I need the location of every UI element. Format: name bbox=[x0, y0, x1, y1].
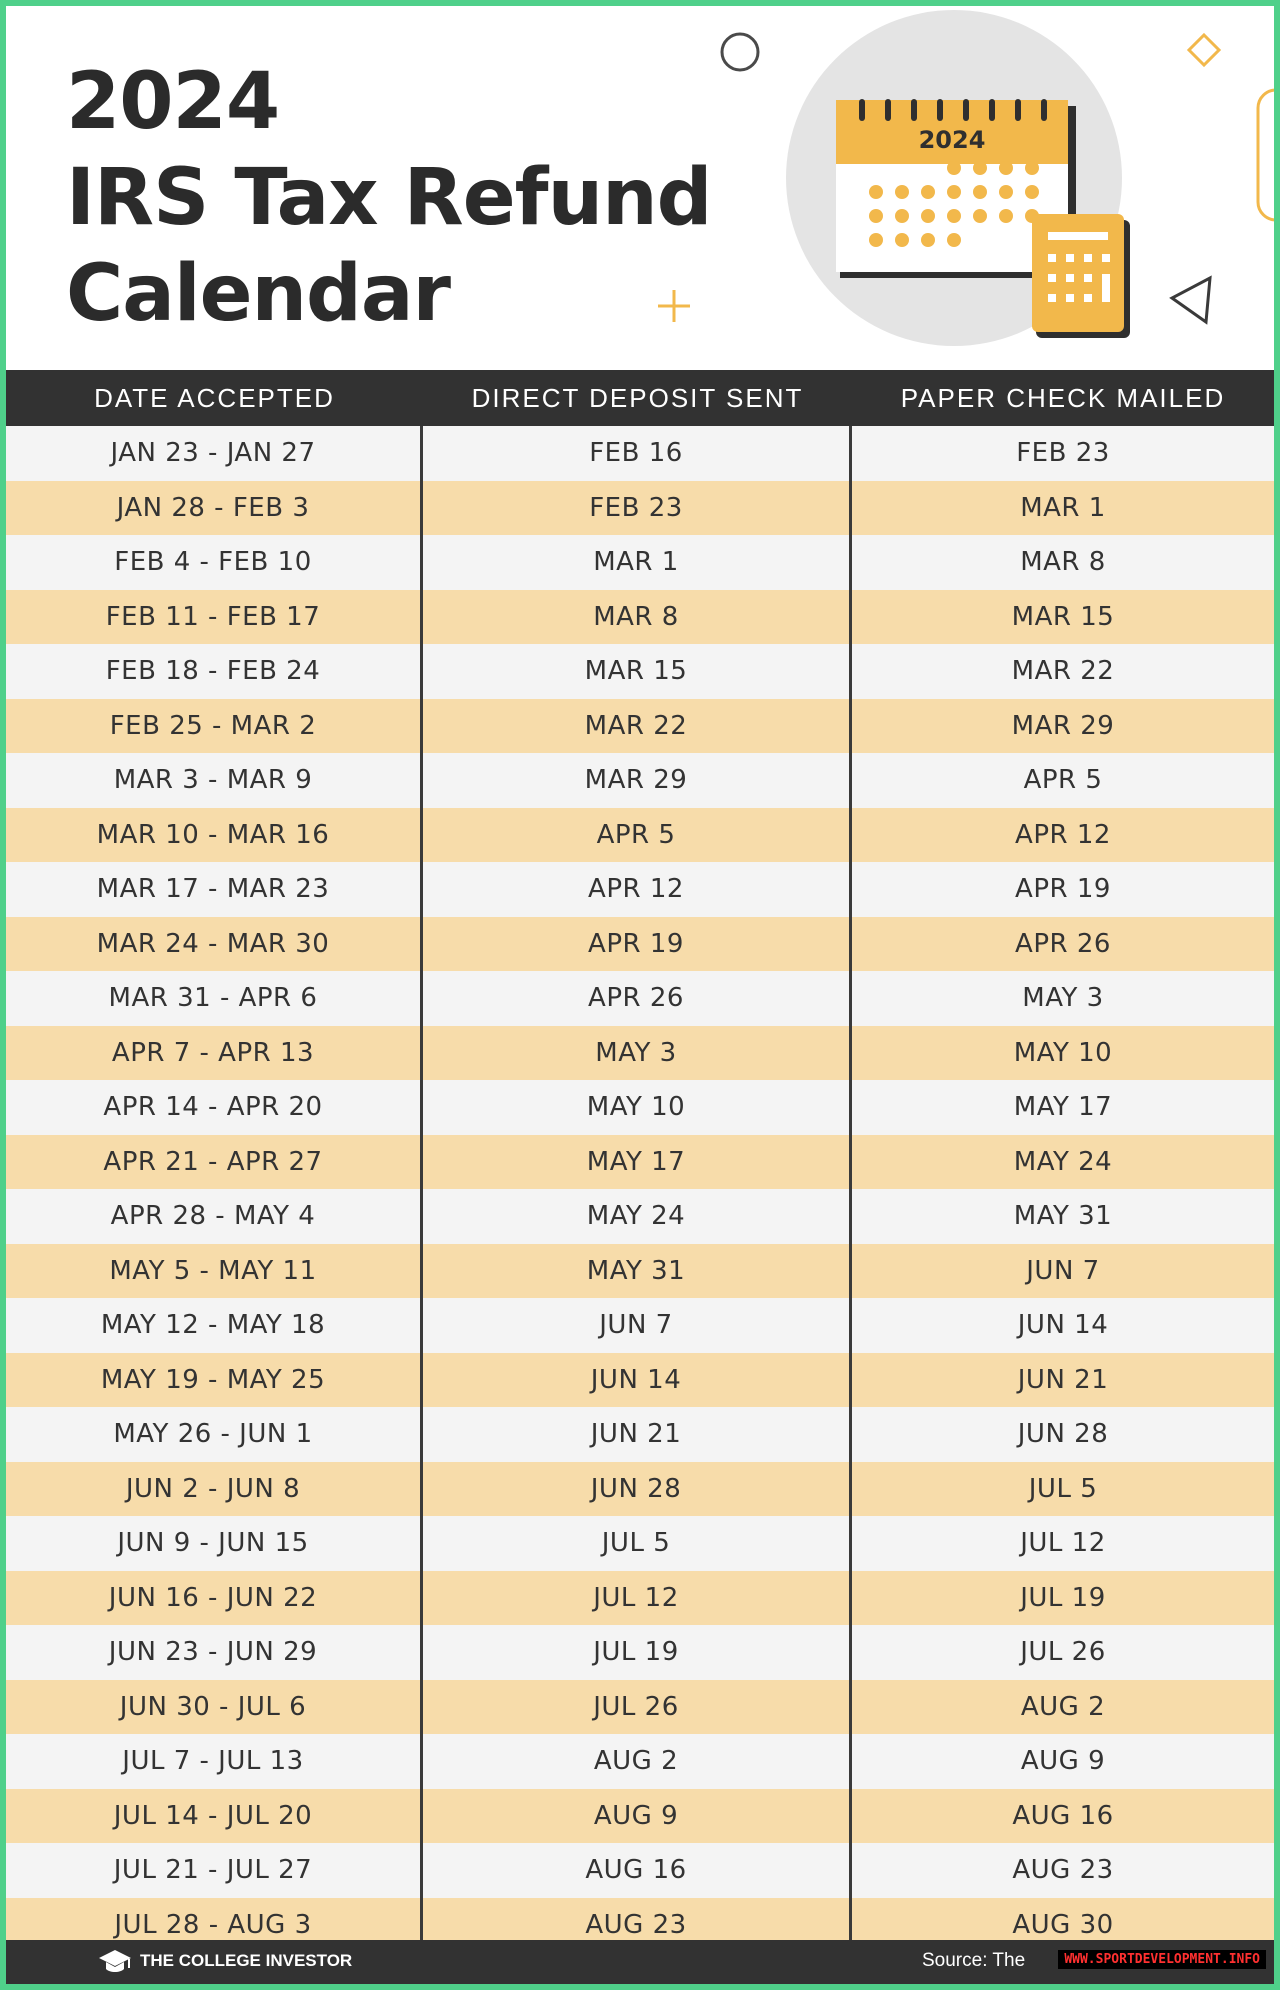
cell-direct-deposit: JUL 5 bbox=[423, 1516, 852, 1571]
cell-date-accepted: MAY 5 - MAY 11 bbox=[6, 1244, 423, 1299]
table-row bbox=[6, 753, 1274, 808]
cell-date-accepted: JAN 23 - JAN 27 bbox=[6, 426, 423, 481]
cell-direct-deposit: APR 5 bbox=[423, 808, 852, 863]
graduation-cap-icon bbox=[98, 1948, 132, 1974]
cell-date-accepted: FEB 4 - FEB 10 bbox=[6, 535, 423, 590]
cell-paper-check: MAR 22 bbox=[1011, 656, 1115, 687]
cell-date-accepted: FEB 11 - FEB 17 bbox=[6, 590, 423, 645]
cell-date-accepted: APR 7 - APR 13 bbox=[6, 1026, 423, 1081]
table-row bbox=[6, 1298, 1274, 1353]
cell-direct-deposit: AUG 9 bbox=[423, 1789, 852, 1844]
header bbox=[6, 6, 1274, 370]
cell-date-accepted: MAY 12 - MAY 18 bbox=[6, 1298, 423, 1353]
cell-date-accepted: APR 28 - MAY 4 bbox=[6, 1189, 423, 1244]
table-row bbox=[6, 1734, 1274, 1789]
cell-date-accepted: JUN 2 - JUN 8 bbox=[6, 1462, 423, 1517]
cell-paper-check: JUL 19 bbox=[1020, 1582, 1106, 1613]
cell-paper-check: AUG 9 bbox=[1020, 1746, 1106, 1777]
cell-date-accepted: MAR 31 - APR 6 bbox=[6, 971, 423, 1026]
cell-date-accepted: JUN 23 - JUN 29 bbox=[6, 1625, 423, 1680]
page-title bbox=[66, 54, 711, 342]
brand bbox=[98, 1948, 352, 1974]
cell-paper-check: MAY 31 bbox=[1013, 1201, 1113, 1232]
cell-direct-deposit: MAY 10 bbox=[423, 1080, 852, 1135]
cell-direct-deposit: JUN 7 bbox=[423, 1298, 852, 1353]
diamond-outline-icon bbox=[1186, 32, 1222, 68]
table-row bbox=[6, 1516, 1274, 1571]
cell-paper-check: MAR 15 bbox=[1011, 601, 1115, 632]
cell-date-accepted: JUN 16 - JUN 22 bbox=[6, 1571, 423, 1626]
cell-paper-check: AUG 16 bbox=[1012, 1800, 1114, 1831]
cell-paper-check: JUN 7 bbox=[1026, 1255, 1100, 1286]
cell-paper-check: JUL 5 bbox=[1028, 1473, 1098, 1504]
table-row bbox=[6, 644, 1274, 699]
footer bbox=[6, 1940, 1274, 1984]
cell-paper-check: FEB 23 bbox=[1016, 438, 1110, 469]
calendar-icon bbox=[782, 10, 1132, 350]
cell-paper-check: MAR 29 bbox=[1011, 710, 1115, 741]
cell-direct-deposit: FEB 23 bbox=[423, 481, 852, 536]
plus-icon bbox=[654, 286, 694, 326]
cell-direct-deposit: JUL 12 bbox=[423, 1571, 852, 1626]
rounded-rect-outline-icon bbox=[1254, 86, 1274, 226]
cell-paper-check: MAR 8 bbox=[1020, 547, 1106, 578]
cell-paper-check: APR 12 bbox=[1015, 819, 1111, 850]
cell-paper-check: AUG 2 bbox=[1020, 1691, 1106, 1722]
cell-direct-deposit: MAR 15 bbox=[423, 644, 852, 699]
table-row bbox=[6, 1135, 1274, 1190]
title-line-2: IRS Tax Refund bbox=[66, 153, 712, 243]
cell-paper-check: MAY 3 bbox=[1022, 983, 1104, 1014]
table-row bbox=[6, 1080, 1274, 1135]
table-body bbox=[6, 426, 1274, 1952]
cell-date-accepted: MAR 17 - MAR 23 bbox=[6, 862, 423, 917]
cell-paper-check: APR 5 bbox=[1023, 765, 1103, 796]
cell-direct-deposit: MAY 31 bbox=[423, 1244, 852, 1299]
brand-name: THE COLLEGE INVESTOR bbox=[140, 1951, 353, 1970]
cell-paper-check: JUN 28 bbox=[1017, 1419, 1109, 1450]
cell-paper-check: APR 26 bbox=[1015, 928, 1111, 959]
cell-direct-deposit: JUL 26 bbox=[423, 1680, 852, 1735]
cell-paper-check: APR 19 bbox=[1015, 874, 1111, 905]
cell-paper-check: AUG 30 bbox=[1012, 1909, 1114, 1940]
cell-date-accepted: JUN 30 - JUL 6 bbox=[6, 1680, 423, 1735]
illustration-year: 2024 bbox=[918, 126, 986, 154]
table-row bbox=[6, 1244, 1274, 1299]
cell-direct-deposit: AUG 16 bbox=[423, 1843, 852, 1898]
cell-date-accepted: MAY 26 - JUN 1 bbox=[6, 1407, 423, 1462]
column-header-date-accepted: DATE ACCEPTED bbox=[94, 382, 335, 413]
cell-date-accepted: APR 21 - APR 27 bbox=[6, 1135, 423, 1190]
cell-direct-deposit: JUL 19 bbox=[423, 1625, 852, 1680]
table-row bbox=[6, 971, 1274, 1026]
cell-date-accepted: FEB 18 - FEB 24 bbox=[6, 644, 423, 699]
table-row bbox=[6, 1407, 1274, 1462]
cell-direct-deposit: FEB 16 bbox=[423, 426, 852, 481]
cell-date-accepted: APR 14 - APR 20 bbox=[6, 1080, 423, 1135]
table-row bbox=[6, 535, 1274, 590]
cell-paper-check: MAR 1 bbox=[1020, 492, 1106, 523]
table-row bbox=[6, 1462, 1274, 1517]
table-row bbox=[6, 699, 1274, 754]
source-text: Source: The bbox=[922, 1950, 1026, 1971]
table-row bbox=[6, 426, 1274, 481]
table-row bbox=[6, 481, 1274, 536]
cell-direct-deposit: AUG 2 bbox=[423, 1734, 852, 1789]
title-line-3: Calendar bbox=[66, 249, 450, 339]
table-row bbox=[6, 590, 1274, 645]
cell-date-accepted: MAR 3 - MAR 9 bbox=[6, 753, 423, 808]
table-row bbox=[6, 1189, 1274, 1244]
table-row bbox=[6, 1571, 1274, 1626]
cell-date-accepted: JAN 28 - FEB 3 bbox=[6, 481, 423, 536]
cell-date-accepted: MAR 10 - MAR 16 bbox=[6, 808, 423, 863]
cell-direct-deposit: MAY 3 bbox=[423, 1026, 852, 1081]
cell-paper-check: JUL 26 bbox=[1020, 1637, 1106, 1668]
table-row bbox=[6, 1026, 1274, 1081]
cell-direct-deposit: MAR 1 bbox=[423, 535, 852, 590]
cell-direct-deposit: MAY 24 bbox=[423, 1189, 852, 1244]
cell-date-accepted: JUL 14 - JUL 20 bbox=[6, 1789, 423, 1844]
cell-direct-deposit: MAY 17 bbox=[423, 1135, 852, 1190]
cell-direct-deposit: APR 12 bbox=[423, 862, 852, 917]
cell-date-accepted: MAR 24 - MAR 30 bbox=[6, 917, 423, 972]
cell-direct-deposit: JUN 28 bbox=[423, 1462, 852, 1517]
triangle-outline-icon bbox=[1166, 272, 1216, 328]
table-row bbox=[6, 1625, 1274, 1680]
column-header-paper-check: PAPER CHECK MAILED bbox=[900, 382, 1226, 413]
cell-direct-deposit: MAR 29 bbox=[423, 753, 852, 808]
cell-paper-check: MAY 17 bbox=[1013, 1092, 1113, 1123]
title-year: 2024 bbox=[66, 57, 280, 147]
cell-paper-check: AUG 23 bbox=[1012, 1855, 1114, 1886]
table-row bbox=[6, 1789, 1274, 1844]
infographic bbox=[6, 6, 1274, 1984]
table-header bbox=[6, 370, 1274, 426]
cell-date-accepted: JUL 28 - AUG 3 bbox=[6, 1898, 423, 1953]
refund-table bbox=[6, 370, 1274, 1952]
table-row bbox=[6, 917, 1274, 972]
cell-date-accepted: JUN 9 - JUN 15 bbox=[6, 1516, 423, 1571]
cell-paper-check: JUN 21 bbox=[1017, 1364, 1109, 1395]
cell-paper-check: MAY 10 bbox=[1013, 1037, 1113, 1068]
cell-direct-deposit: MAR 22 bbox=[423, 699, 852, 754]
cell-date-accepted: JUL 21 - JUL 27 bbox=[6, 1843, 423, 1898]
cell-date-accepted: FEB 25 - MAR 2 bbox=[6, 699, 423, 754]
watermark: WWW.SPORTDEVELOPMENT.INFO bbox=[1058, 1950, 1266, 1969]
table-row bbox=[6, 862, 1274, 917]
table-row bbox=[6, 1680, 1274, 1735]
cell-direct-deposit: JUN 14 bbox=[423, 1353, 852, 1408]
cell-direct-deposit: APR 19 bbox=[423, 917, 852, 972]
cell-paper-check: MAY 24 bbox=[1013, 1146, 1113, 1177]
table-row bbox=[6, 1353, 1274, 1408]
table-row bbox=[6, 808, 1274, 863]
cell-paper-check: JUL 12 bbox=[1020, 1528, 1106, 1559]
cell-direct-deposit: APR 26 bbox=[423, 971, 852, 1026]
cell-direct-deposit: JUN 21 bbox=[423, 1407, 852, 1462]
cell-date-accepted: JUL 7 - JUL 13 bbox=[6, 1734, 423, 1789]
table-row bbox=[6, 1843, 1274, 1898]
column-header-direct-deposit: DIRECT DEPOSIT SENT bbox=[471, 382, 804, 413]
cell-paper-check: JUN 14 bbox=[1017, 1310, 1109, 1341]
cell-date-accepted: MAY 19 - MAY 25 bbox=[6, 1353, 423, 1408]
circle-outline-icon bbox=[718, 30, 762, 74]
cell-direct-deposit: MAR 8 bbox=[423, 590, 852, 645]
cell-direct-deposit: AUG 23 bbox=[423, 1898, 852, 1953]
